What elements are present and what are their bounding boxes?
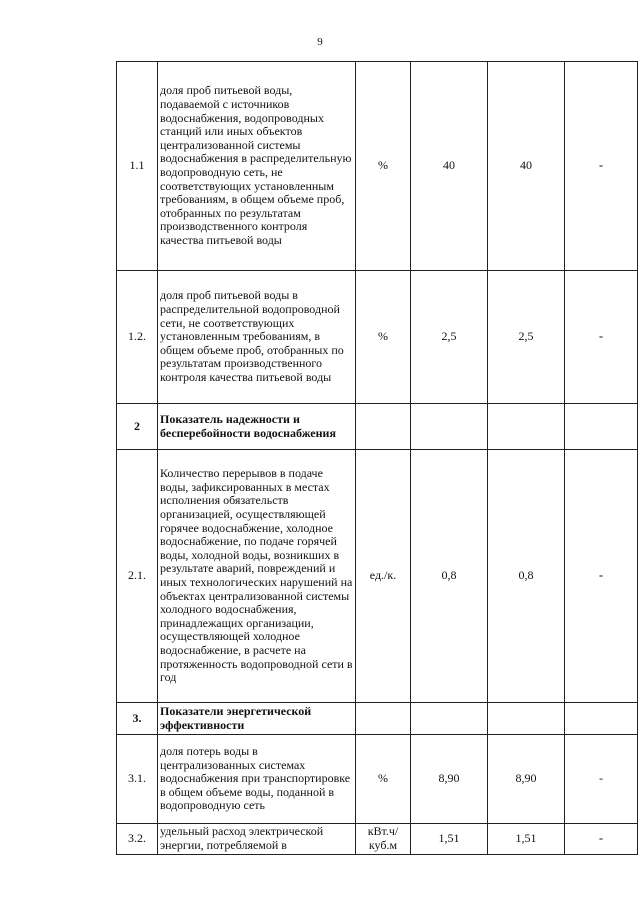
indicator-name: доля потерь воды в централизованных системах водоснабжения при транспортировке в общем объеме воды, поданной в водопроводную сеть bbox=[158, 735, 356, 824]
page-number: 9 bbox=[317, 36, 323, 48]
unit-cell: ед./к. bbox=[356, 450, 411, 703]
section-number: 2 bbox=[117, 404, 158, 450]
value-cell bbox=[411, 703, 488, 735]
table-row bbox=[117, 824, 638, 855]
table-row bbox=[117, 271, 638, 404]
section-number: 3. bbox=[117, 703, 158, 735]
value-cell: 8,90 bbox=[488, 735, 565, 824]
indicator-name: Количество перерывов в подаче воды, зафиксированных в местах исполнения обязательств организацией, осуществляющей горячее водоснабжение, холодное водоснабжение, по подаче горячей воды, холодной воды, возникших в результате аварий, повреждений и иных технологических нарушений на объектах централизованной системы холодного водоснабжения, принадлежащих организации, осуществляющей холодное водоснабжение, в расчете на протяженность водопроводной сети в год bbox=[158, 450, 356, 703]
value-cell: - bbox=[565, 450, 638, 703]
section-title: Показатель надежности и бесперебойности водоснабжения bbox=[158, 404, 356, 450]
value-cell: 1,51 bbox=[488, 824, 565, 855]
row-number: 1.2. bbox=[117, 271, 158, 404]
value-cell: 0,8 bbox=[411, 450, 488, 703]
unit-cell: % bbox=[356, 271, 411, 404]
indicator-name: доля проб питьевой воды в распределительной водопроводной сети, не соответствующих установленным требованиям, в общем объеме проб, отобранных по результатам производственного контроля качества питьевой воды bbox=[158, 271, 356, 404]
table-row bbox=[117, 703, 638, 735]
table-row bbox=[117, 450, 638, 703]
value-cell bbox=[411, 404, 488, 450]
unit-cell: % bbox=[356, 735, 411, 824]
value-cell: - bbox=[565, 271, 638, 404]
value-cell: - bbox=[565, 824, 638, 855]
value-cell: 2,5 bbox=[488, 271, 565, 404]
table-row bbox=[117, 62, 638, 271]
unit-cell bbox=[356, 703, 411, 735]
unit-cell: % bbox=[356, 62, 411, 271]
value-cell bbox=[565, 404, 638, 450]
value-cell: 40 bbox=[488, 62, 565, 271]
value-cell: 8,90 bbox=[411, 735, 488, 824]
row-number: 1.1 bbox=[117, 62, 158, 271]
table-row bbox=[117, 735, 638, 824]
value-cell: - bbox=[565, 735, 638, 824]
indicator-name: доля проб питьевой воды, подаваемой с источников водоснабжения, водопроводных станций или иных объектов централизованной системы водоснабжения в распределительную водопроводную сеть, не соответствующих установленным требованиям, в общем объеме проб, отобранных по результатам производственного контроля качества питьевой воды bbox=[158, 62, 356, 271]
row-number: 2.1. bbox=[117, 450, 158, 703]
row-number: 3.2. bbox=[117, 824, 158, 855]
value-cell bbox=[488, 703, 565, 735]
value-cell bbox=[488, 404, 565, 450]
row-number: 3.1. bbox=[117, 735, 158, 824]
value-cell: 0,8 bbox=[488, 450, 565, 703]
value-cell: 1,51 bbox=[411, 824, 488, 855]
unit-cell: кВт.ч/ куб.м bbox=[356, 824, 411, 855]
value-cell: 2,5 bbox=[411, 271, 488, 404]
indicators-table bbox=[116, 61, 638, 855]
table-row bbox=[117, 404, 638, 450]
value-cell: - bbox=[565, 62, 638, 271]
value-cell bbox=[565, 703, 638, 735]
unit-cell bbox=[356, 404, 411, 450]
indicator-name: удельный расход электрической энергии, потребляемой в bbox=[158, 824, 356, 855]
section-title: Показатели энергетической эффективности bbox=[158, 703, 356, 735]
value-cell: 40 bbox=[411, 62, 488, 271]
